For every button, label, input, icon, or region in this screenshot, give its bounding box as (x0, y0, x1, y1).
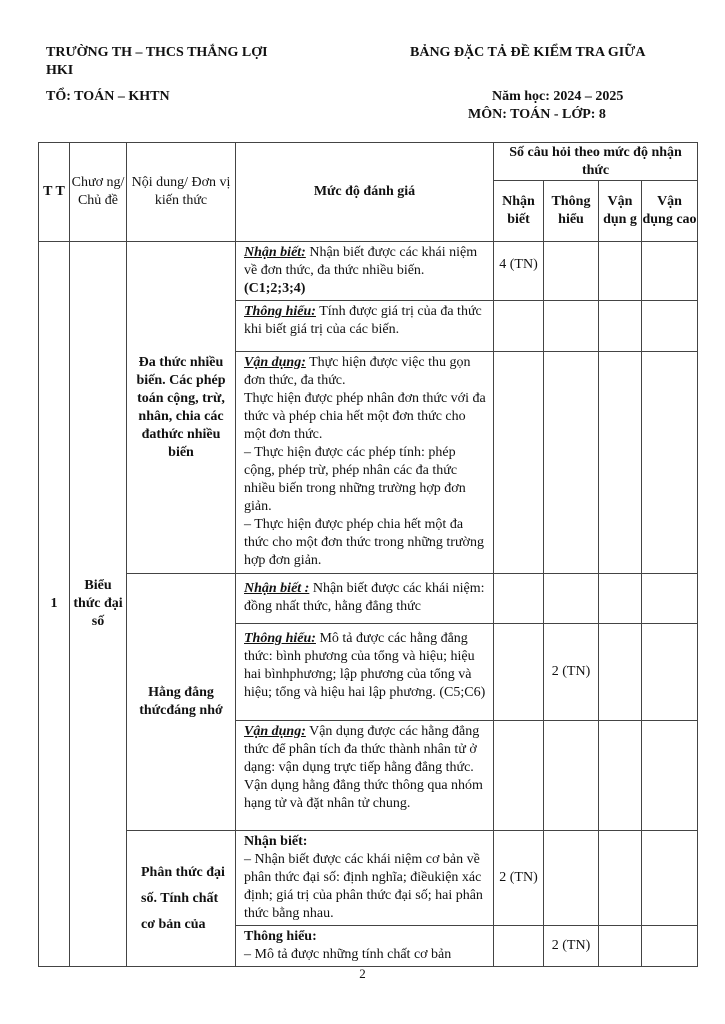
count-apply-high (642, 831, 698, 926)
level-label: Vận dụng: (244, 355, 306, 370)
count-apply-high (642, 242, 698, 301)
level-description (236, 624, 494, 721)
level-label: Nhận biết : (244, 581, 310, 596)
count-apply (599, 624, 642, 721)
count-recognize (494, 301, 544, 352)
level-label: Thông hiểu: (244, 631, 316, 646)
count-understand (544, 721, 599, 831)
school-name-cont: HKI (46, 63, 74, 78)
count-understand: 2 (TN) (544, 926, 599, 967)
level-description (236, 831, 494, 926)
level-detail: – Thực hiện được các phép tính: phép cộng, phép trừ, phép nhân các đa thức nhiều biến trong những trường hợp đơn giản. (244, 445, 466, 514)
level-label: Nhận biết: (244, 834, 308, 849)
level-text: Nhận biết được các khái niệm: đồng nhất thức, hằng đẳng thức (244, 581, 485, 614)
count-understand (544, 301, 599, 352)
level-text: Nhận biết được các khái niệm về đơn thức, đa thức nhiều biến. (244, 245, 478, 278)
col-understand-header: Thông hiểu (544, 181, 599, 242)
level-label: Nhận biết: (244, 245, 306, 260)
count-recognize (494, 574, 544, 624)
question-ref: (C1;2;3;4) (244, 281, 306, 296)
level-text: Vận dụng được các hằng đẳng thức để phân tích đa thức thành nhân tử ở dạng: vận dụng trực tiếp hằng đẳng thức. (244, 724, 480, 775)
level-description (236, 242, 494, 301)
count-apply (599, 721, 642, 831)
count-apply (599, 301, 642, 352)
school-year: Năm học: 2024 – 2025 (492, 89, 624, 104)
count-apply-high (642, 926, 698, 967)
level-detail: Vận dụng hằng đẳng thức thông qua nhóm hạng tử và đặt nhân tử chung. (244, 778, 483, 811)
col-apply-high-header: Vận dụng cao (642, 181, 698, 242)
level-description (236, 301, 494, 352)
count-understand: 2 (TN) (544, 624, 599, 721)
count-apply-high (642, 721, 698, 831)
count-recognize (494, 926, 544, 967)
department: TỔ: TOÁN – KHTN (46, 89, 170, 104)
level-description (236, 926, 494, 967)
level-label: Thông hiểu: (244, 304, 316, 319)
count-understand (544, 242, 599, 301)
col-recognize-header: Nhận biết (494, 181, 544, 242)
document-title: BẢNG ĐẶC TẢ ĐỀ KIỂM TRA GIỮA (410, 45, 646, 60)
level-label: Vận dụng: (244, 724, 306, 739)
count-recognize (494, 721, 544, 831)
count-apply (599, 831, 642, 926)
count-apply-high (642, 624, 698, 721)
count-apply-high (642, 352, 698, 574)
level-detail: Thực hiện được phép nhân đơn thức với đa thức và phép chia hết một đơn thức cho một đơn thức. (244, 391, 486, 442)
col-apply-header: Vận dụn g (599, 181, 642, 242)
row-number: 1 (39, 242, 70, 967)
spec-table (38, 142, 698, 967)
unit-name: Hằng đẳng thứcđáng nhớ (127, 574, 236, 831)
page-number: 2 (359, 966, 366, 981)
count-recognize (494, 352, 544, 574)
count-understand (544, 352, 599, 574)
level-detail: – Thực hiện được phép chia hết một đa thức cho một đơn thức trong những trường hợp đơn giản. (244, 517, 484, 568)
count-apply-high (642, 574, 698, 624)
level-text: Tính được giá trị của đa thức khi biết giá trị của các biến. (244, 304, 482, 337)
school-name: TRƯỜNG TH – THCS THẮNG LỢI (46, 45, 268, 60)
level-text: – Nhận biết được các khái niệm cơ bản về phân thức đại số: định nghĩa; điềukiện xác định; giá trị của phân thức đại số; hai phân thức bằng nhau. (244, 852, 483, 921)
col-content-header: Nội dung/ Đơn vị kiến thức (127, 143, 236, 242)
count-recognize: 2 (TN) (494, 831, 544, 926)
count-recognize (494, 624, 544, 721)
count-apply (599, 242, 642, 301)
chapter-name: Biểu thức đại số (70, 242, 127, 967)
count-apply-high (642, 301, 698, 352)
level-label: Thông hiểu: (244, 929, 317, 944)
level-text: Mô tả được các hằng đẳng thức: bình phương của tổng và hiệu; hiệu hai bìnhphương; lập phương của tổng và hiệu; tổng và hiệu hai lập phương. (C5;C6) (244, 631, 486, 700)
col-tt-header: T T (39, 143, 70, 242)
questions-group-header: Số câu hỏi theo mức độ nhận thức (494, 143, 698, 181)
level-description (236, 352, 494, 574)
unit-name: Phân thức đại số. Tính chất cơ bản của (127, 831, 236, 967)
col-chapter-header: Chươ ng/ Chủ đề (70, 143, 127, 242)
count-recognize: 4 (TN) (494, 242, 544, 301)
count-apply (599, 352, 642, 574)
level-description (236, 721, 494, 831)
col-level-header: Mức độ đánh giá (236, 143, 494, 242)
level-text: – Mô tả được những tính chất cơ bản (244, 947, 452, 962)
unit-name: Đa thức nhiều biến. Các phép toán cộng, trừ, nhân, chia các đathức nhiều biến (127, 242, 236, 574)
level-text: Thực hiện được việc thu gọn đơn thức, đa thức. (244, 355, 471, 388)
count-understand (544, 574, 599, 624)
count-apply (599, 926, 642, 967)
subject-grade: MÔN: TOÁN - LỚP: 8 (468, 107, 606, 122)
count-apply (599, 574, 642, 624)
count-understand (544, 831, 599, 926)
level-description (236, 574, 494, 624)
